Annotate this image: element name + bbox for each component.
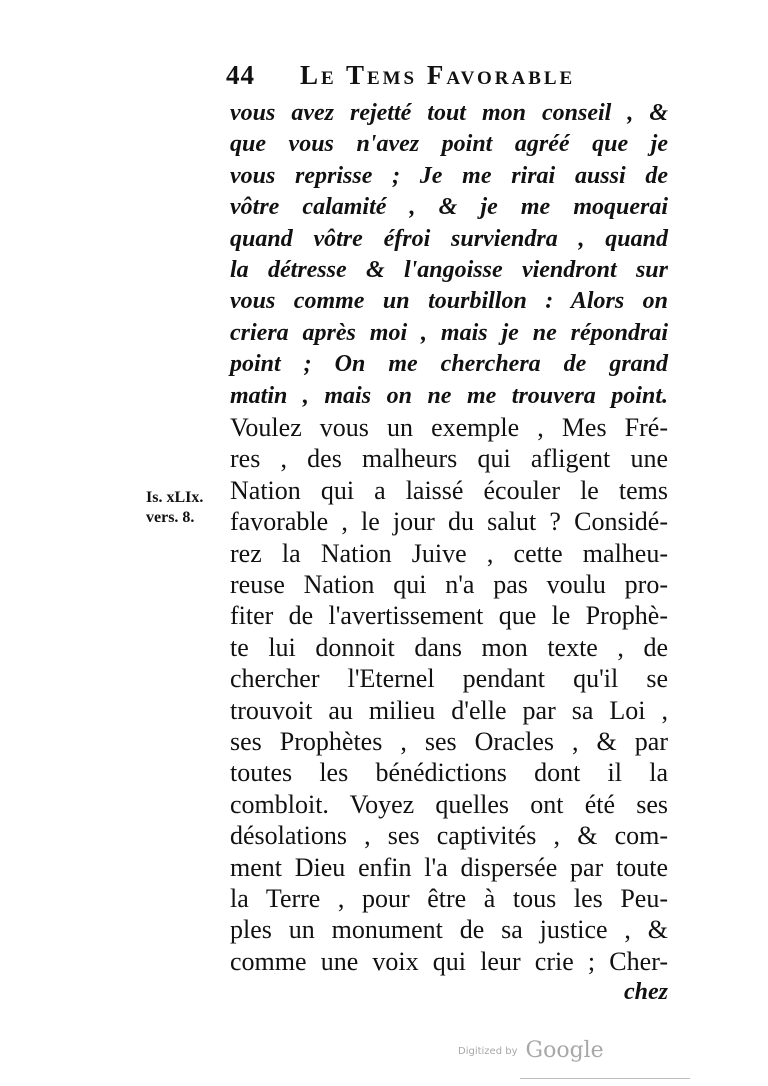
text-line: rez la Nation Juive , cette malheu- bbox=[230, 538, 668, 568]
text-line: quand vôtre éfroi surviendra , quand bbox=[230, 225, 668, 252]
text-line: ples un monument de sa justice , & bbox=[230, 915, 668, 945]
text-line: point ; On me cherchera de grand bbox=[230, 351, 668, 378]
text-line: reuse Nation qui n'a pas voulu pro- bbox=[230, 570, 668, 599]
margin-reference-line: Is. xLIx. bbox=[146, 489, 204, 506]
scan-edge-line bbox=[520, 1078, 690, 1079]
text-line: fiter de l'avertissement que le Prophè- bbox=[230, 601, 668, 631]
text-line: la détresse & l'angoisse viendront sur bbox=[230, 257, 668, 283]
text-line: vous comme un tourbillon : Alors on bbox=[230, 288, 668, 315]
text-line: res , des malheurs qui afligent une bbox=[230, 444, 668, 474]
text-line: que vous n'avez point agréé que je bbox=[230, 131, 668, 158]
watermark-prefix: Digitized by bbox=[458, 1046, 518, 1057]
text-line: Voulez vous un exemple , Mes Fré- bbox=[230, 413, 668, 442]
text-line: toutes les bénédictions dont il la bbox=[230, 758, 668, 788]
digitized-watermark bbox=[458, 1038, 604, 1068]
text-line: désolations , ses captivités , & com- bbox=[230, 821, 668, 851]
text-line: vôtre calamité , & je me moquerai bbox=[230, 194, 668, 221]
margin-reference bbox=[146, 488, 228, 528]
text-line: trouvoit au milieu d'elle par sa Loi , bbox=[230, 695, 668, 725]
text-line: favorable , le jour du salut ? Considé- bbox=[230, 507, 668, 537]
text-line: vous reprisse ; Je me rirai aussi de bbox=[230, 162, 668, 189]
text-line: comme une voix qui leur crie ; Cher- bbox=[230, 946, 668, 976]
margin-reference-line: vers. 8. bbox=[146, 509, 195, 526]
watermark-brand: Google bbox=[525, 1038, 604, 1063]
text-line: Nation qui a laissé écouler le tems bbox=[230, 475, 668, 505]
text-line: chercher l'Eternel pendant qu'il se bbox=[230, 664, 668, 694]
text-line: matin , mais on ne me trouvera point. bbox=[230, 382, 668, 409]
text-line: la Terre , pour être à tous les Peu- bbox=[230, 884, 668, 913]
text-line: ses Prophètes , ses Oracles , & par bbox=[230, 727, 668, 756]
running-header bbox=[226, 58, 666, 92]
running-title: Le Tems Favorable bbox=[300, 60, 576, 90]
text-line: criera après moi , mais je ne répondrai bbox=[230, 319, 668, 346]
text-line: combloit. Voyez quelles ont été ses bbox=[230, 789, 668, 819]
page-number: 44 bbox=[226, 60, 255, 90]
text-line: chez bbox=[624, 979, 668, 1006]
text-line: te lui donnoit dans mon texte , de bbox=[230, 632, 668, 662]
text-line: ment Dieu enfin l'a dispersée par toute bbox=[230, 852, 668, 882]
text-line: vous avez rejetté tout mon conseil , & bbox=[230, 100, 668, 126]
